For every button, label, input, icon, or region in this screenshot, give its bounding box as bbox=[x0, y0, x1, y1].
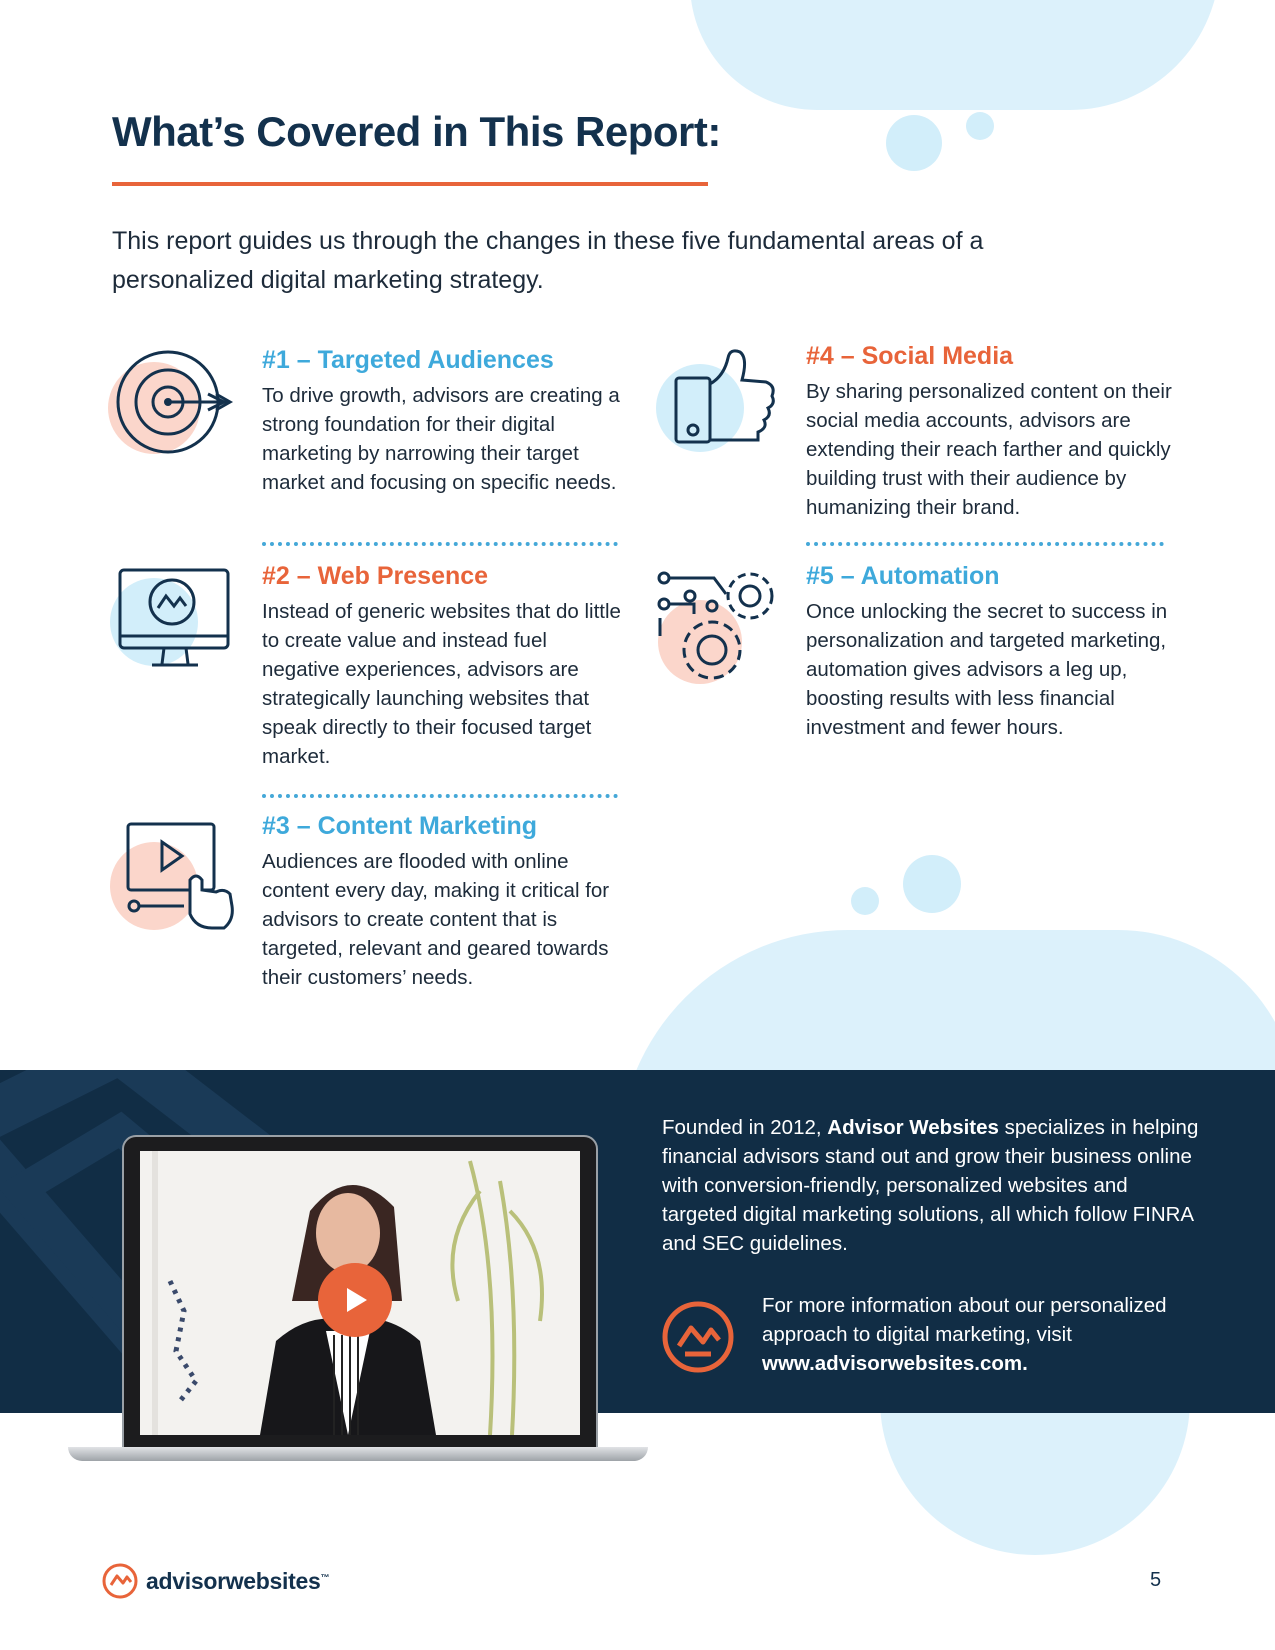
section-web-presence bbox=[262, 560, 622, 771]
section-heading: #1 – Targeted Audiences bbox=[262, 346, 554, 374]
brand-wordmark: advisorwebsites bbox=[146, 1567, 321, 1594]
section-targeted-audiences bbox=[262, 344, 622, 497]
monitor-icon bbox=[104, 564, 234, 684]
section-content-marketing bbox=[262, 810, 622, 992]
thumbs-up-icon bbox=[654, 346, 784, 466]
section-divider bbox=[806, 542, 1164, 546]
about-text bbox=[662, 1113, 1202, 1258]
website-link[interactable]: www.advisorwebsites.com. bbox=[762, 1352, 1028, 1375]
section-heading: #4 – Social Media bbox=[806, 342, 1014, 370]
video-touch-icon bbox=[104, 810, 234, 930]
advisorwebsites-logo-icon bbox=[661, 1300, 735, 1374]
section-heading: #2 – Web Presence bbox=[262, 562, 489, 590]
section-body: To drive growth, advisors are creating a strong foundation for their digital marketing by narrowing their target market and focusing on specific needs. bbox=[262, 384, 620, 494]
about-prefix: Founded in 2012, bbox=[662, 1116, 828, 1139]
section-body: By sharing personalized content on their social media accounts, advisors are extending their reach farther and quickly building trust with their audience by humanizing their brand. bbox=[806, 380, 1172, 519]
background-dot bbox=[903, 855, 961, 913]
brand-trademark: ™ bbox=[320, 1571, 330, 1582]
background-dot bbox=[886, 115, 942, 171]
section-body: Once unlocking the secret to success in personalization and targeted marketing, automation gives advisors a leg up, boosting results with less financial investment and fewer hours. bbox=[806, 600, 1168, 739]
section-body: Instead of generic websites that do little to create value and instead fuel negative experiences, advisors are strategically launching websites that speak directly to their focused target market. bbox=[262, 600, 621, 768]
intro-text: This report guides us through the changes in these five fundamental areas of a personalized digital marketing strategy. bbox=[112, 227, 984, 294]
brand-name bbox=[146, 1568, 329, 1595]
section-heading: #5 – Automation bbox=[806, 562, 1000, 590]
more-info-text bbox=[762, 1291, 1202, 1378]
play-button[interactable] bbox=[318, 1263, 392, 1337]
section-divider bbox=[262, 794, 618, 798]
background-dot bbox=[851, 887, 879, 915]
page-title: What’s Covered in This Report: bbox=[112, 108, 721, 155]
background-dot bbox=[966, 112, 994, 140]
about-suffix: specializes in helping financial advisors stand out and grow their business online with conversion-friendly, personalized websites and targeted digital marketing solutions, all which follow FINRA and SEC guidelines. bbox=[662, 1116, 1199, 1255]
footer-brand bbox=[102, 1563, 329, 1599]
video-thumbnail[interactable] bbox=[140, 1151, 580, 1435]
section-divider bbox=[262, 542, 618, 546]
video-laptop bbox=[68, 1135, 648, 1467]
section-automation bbox=[806, 560, 1176, 742]
laptop-base bbox=[68, 1447, 648, 1461]
brand-logo-icon bbox=[102, 1563, 138, 1599]
company-name: Advisor Websites bbox=[827, 1116, 999, 1139]
page-number: 5 bbox=[1150, 1569, 1162, 1591]
laptop-screen-frame bbox=[122, 1135, 598, 1451]
section-social-media bbox=[806, 340, 1176, 522]
gears-icon bbox=[654, 566, 784, 686]
section-body: Audiences are flooded with online content every day, making it critical for advisors to create content that is targeted, relevant and geared towards their customers’ needs. bbox=[262, 850, 610, 989]
section-heading: #3 – Content Marketing bbox=[262, 812, 538, 840]
play-icon bbox=[337, 1282, 373, 1318]
title-underline bbox=[112, 182, 708, 186]
target-icon bbox=[104, 350, 234, 470]
background-blob-top bbox=[690, 0, 1220, 110]
more-info-label: For more information about our personalized approach to digital marketing, visit bbox=[762, 1294, 1167, 1346]
